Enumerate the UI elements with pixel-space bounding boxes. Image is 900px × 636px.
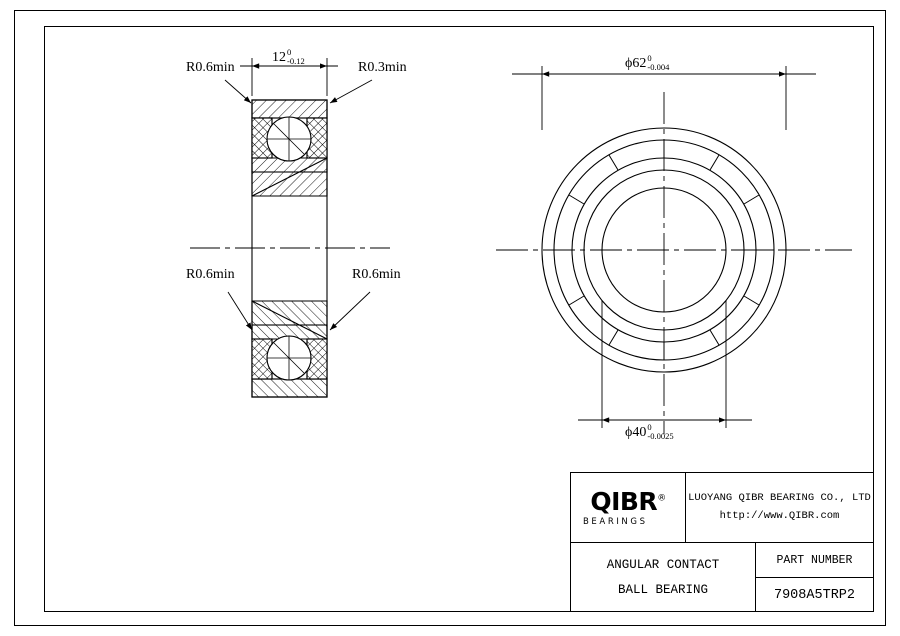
- part-number-cell: [756, 543, 873, 612]
- label-r06-bottom-right: R0.6min: [352, 267, 401, 282]
- part-number-label: PART NUMBER: [756, 543, 873, 578]
- bore-symbol: ϕ40: [625, 425, 647, 441]
- product-description-line1: ANGULAR CONTACT: [606, 557, 720, 572]
- label-r06-bottom-left: R0.6min: [186, 267, 235, 282]
- od-symbol: ϕ62: [625, 56, 647, 72]
- width-tol-upper: 0: [287, 47, 292, 57]
- title-block-detail-row: [571, 543, 873, 612]
- section-view-left: [190, 100, 390, 397]
- od-tol-upper: 0: [647, 53, 652, 63]
- label-r03-top-right: R0.3min: [358, 60, 407, 75]
- od-tol-lower: -0.004: [647, 61, 670, 72]
- company-website: http://www.QIBR.com: [719, 509, 840, 522]
- product-description-line2: BALL BEARING: [617, 582, 708, 597]
- label-r06-top-left: R0.6min: [186, 60, 235, 75]
- part-number-value: 7908A5TRP2: [773, 587, 855, 603]
- bore-tol-upper: 0: [647, 422, 652, 432]
- product-description: [571, 543, 756, 612]
- label-width-dimension: [272, 49, 305, 67]
- logo-text: QIBR: [590, 486, 658, 516]
- logo-subtitle: BEARINGS: [583, 516, 648, 527]
- company-info: [686, 473, 873, 542]
- width-tol-lower: -0.12: [287, 55, 305, 66]
- front-view-right: [496, 92, 852, 434]
- logo-wordmark: [590, 486, 666, 516]
- company-name: LUOYANG QIBR BEARING CO., LTD: [688, 491, 871, 504]
- company-logo: [571, 473, 686, 542]
- width-nominal: 12: [272, 50, 286, 66]
- registered-trademark-icon: ®: [657, 493, 666, 504]
- title-block-header-row: [571, 473, 873, 543]
- bore-tol-lower: -0.0025: [647, 430, 674, 441]
- label-od-dimension: [625, 55, 669, 73]
- label-bore-dimension: [625, 424, 674, 442]
- title-block: [570, 472, 874, 612]
